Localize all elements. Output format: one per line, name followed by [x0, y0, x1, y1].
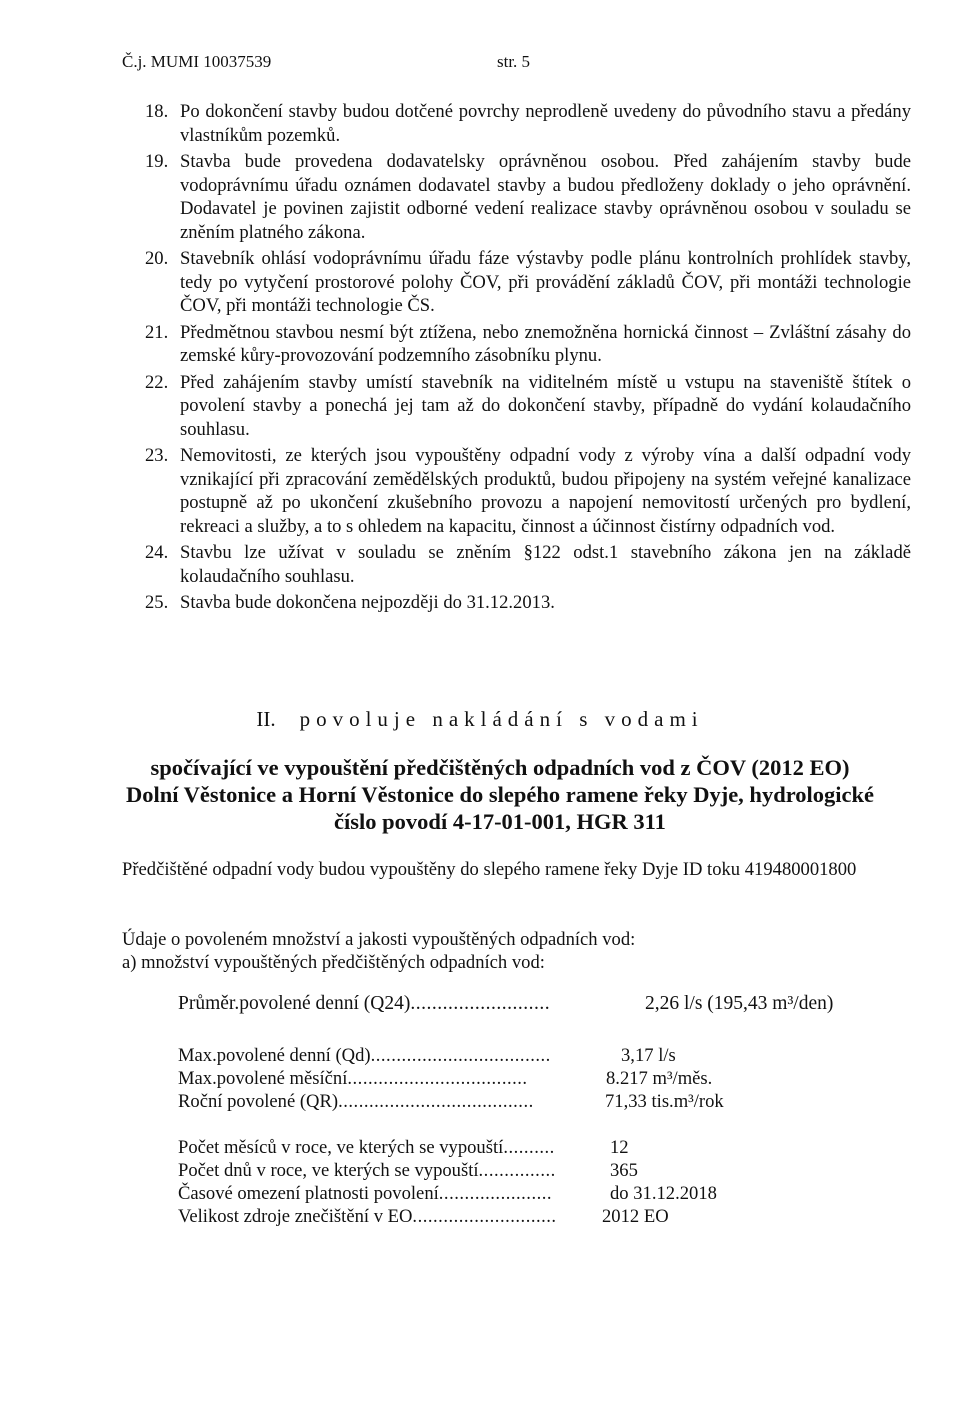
condition-number: 19. — [145, 151, 169, 172]
condition-item — [145, 371, 911, 442]
condition-text: Stavebník ohlásí vodoprávnímu úřadu fáze výstavby podle plánu kontrolních prohlídek stavby, tedy po vytyčení prostorové polohy ČOV, při provádění základů ČOV, při montáži technologie ČOV, při montáži technologie ČS. — [180, 248, 911, 316]
intro-line: Údaje o povoleném množství a jakosti vypouštěných odpadních vod: — [122, 929, 636, 950]
detail-value: do 31.12.2018 — [610, 1183, 717, 1204]
condition-number: 18. — [145, 101, 169, 122]
heading-line: Dolní Věstonice a Horní Věstonice do slepého ramene řeky Dyje, hydrologické — [125, 782, 875, 807]
conditions-list — [145, 100, 911, 618]
detail-label: Časové omezení platnosti povolení — [178, 1183, 439, 1204]
condition-text: Předmětnou stavbou nesmí být ztížena, nebo znemožněna hornická činnost – Zvláštní zásahy do zemské kůry-provozování podzemního zásobníku plynu. — [180, 321, 911, 366]
leader-dots: ............................ — [412, 1206, 557, 1227]
reference-number: Č.j. MUMI 10037539 — [122, 52, 272, 71]
detail-row — [178, 1160, 638, 1183]
condition-text: Stavbu lze užívat v souladu se zněním §122 odst.1 stavebního zákona jen na základě kolaudačního souhlasu. — [180, 542, 911, 587]
limit-value: 8.217 m³/měs. — [606, 1068, 713, 1089]
section-title — [0, 707, 960, 732]
condition-number: 23. — [145, 445, 169, 466]
condition-number: 20. — [145, 248, 169, 269]
condition-item — [145, 444, 911, 538]
leader-dots: ................................... — [347, 1068, 528, 1089]
leader-dots: .......... — [503, 1137, 555, 1158]
detail-value: 12 — [610, 1137, 629, 1158]
detail-row — [178, 1137, 629, 1160]
average-value: 2,26 l/s (195,43 m³/den) — [645, 993, 834, 1014]
condition-text: Nemovitosti, ze kterých jsou vypouštěny odpadní vody z výroby vína a další odpadní vody vznikající při zpracování zemědělských produktů, budou připojeny na systém veřejné kanalizace postupně až po ukončení zkušebního provozu a napojení nemovitostí určených pro bydlení, rekreaci a služby, a to s ohledem na kapacitu, činnost a účinnost čistírny odpadních vod. — [180, 445, 911, 537]
detail-label: Počet měsíců v roce, ve kterých se vypouští — [178, 1137, 504, 1158]
condition-number: 25. — [145, 592, 169, 613]
leader-dots: .......................... — [410, 993, 551, 1014]
limit-value: 3,17 l/s — [621, 1045, 676, 1066]
limits-table — [178, 1045, 724, 1114]
condition-number: 22. — [145, 371, 169, 393]
heading-line: číslo povodí 4-17-01-001, HGR 311 — [334, 809, 666, 834]
detail-row — [178, 1206, 669, 1229]
condition-item — [145, 591, 911, 615]
limit-label: Max.povolené měsíční — [178, 1068, 348, 1089]
limit-label: Roční povolené (QR) — [178, 1091, 339, 1112]
detail-label: Počet dnů v roce, ve kterých se vypouští — [178, 1160, 479, 1181]
leader-dots: ...................... — [438, 1183, 553, 1204]
leader-dots: ............... — [478, 1160, 556, 1181]
leader-dots: ................................... — [370, 1045, 551, 1066]
condition-text: Stavba bude dokončena nejpozději do 31.12.2013. — [180, 592, 555, 613]
condition-number: 21. — [145, 321, 169, 343]
condition-item — [145, 321, 911, 368]
condition-number: 24. — [145, 542, 169, 563]
section-numeral: II. — [256, 707, 276, 731]
average-label: Průměr.povolené denní (Q24) — [178, 993, 411, 1014]
condition-item — [145, 247, 911, 318]
condition-item — [145, 150, 911, 244]
detail-label: Velikost zdroje znečištění v EO — [178, 1206, 413, 1227]
detail-row — [178, 1183, 717, 1206]
limit-row — [178, 1091, 724, 1114]
condition-item — [145, 541, 911, 588]
intro-line: a) množství vypouštěných předčištěných odpadních vod: — [122, 952, 545, 973]
quantity-intro — [122, 928, 904, 974]
permit-heading — [110, 754, 890, 835]
condition-item — [145, 100, 911, 147]
detail-value: 365 — [610, 1160, 638, 1181]
details-table — [178, 1137, 717, 1229]
limit-label: Max.povolené denní (Qd) — [178, 1045, 371, 1066]
condition-text: Před zahájením stavby umístí stavebník na viditelném místě u vstupu na staveniště štítek o povolení stavby a ponechá jej tam až do dokončení stavby, případně do vydání kolaudačního souhlasu. — [180, 371, 911, 440]
limit-value: 71,33 tis.m³/rok — [605, 1091, 724, 1112]
condition-text: Stavba bude provedena dodavatelsky oprávněnou osobou. Před zahájením stavby bude vodoprávnímu úřadu oznámen dodavatel stavby a budou předloženy doklady o jeho oprávnění. Dodavatel je povinen zajistit odborné vedení realizace stavby oprávněnou osobou v souladu se zněním platného zákona. — [180, 151, 911, 243]
section-heading: povoluje nakládání s vodami — [299, 707, 704, 731]
condition-text: Po dokončení stavby budou dotčené povrchy neprodleně uvedeny do původního stavu a předány vlastníkům pozemků. — [180, 101, 911, 146]
leader-dots: ...................................... — [338, 1091, 534, 1112]
detail-value: 2012 EO — [602, 1206, 669, 1227]
page-number: str. 5 — [497, 52, 531, 71]
average-daily-row — [178, 993, 834, 1015]
discharge-paragraph: Předčištěné odpadní vody budou vypouštěny do slepého ramene řeky Dyje ID toku 419480001800 — [122, 859, 857, 880]
limit-row — [178, 1045, 676, 1068]
limit-row — [178, 1068, 713, 1091]
heading-line: spočívající ve vypouštění předčištěných odpadních vod z ČOV (2012 EO) — [150, 755, 850, 780]
